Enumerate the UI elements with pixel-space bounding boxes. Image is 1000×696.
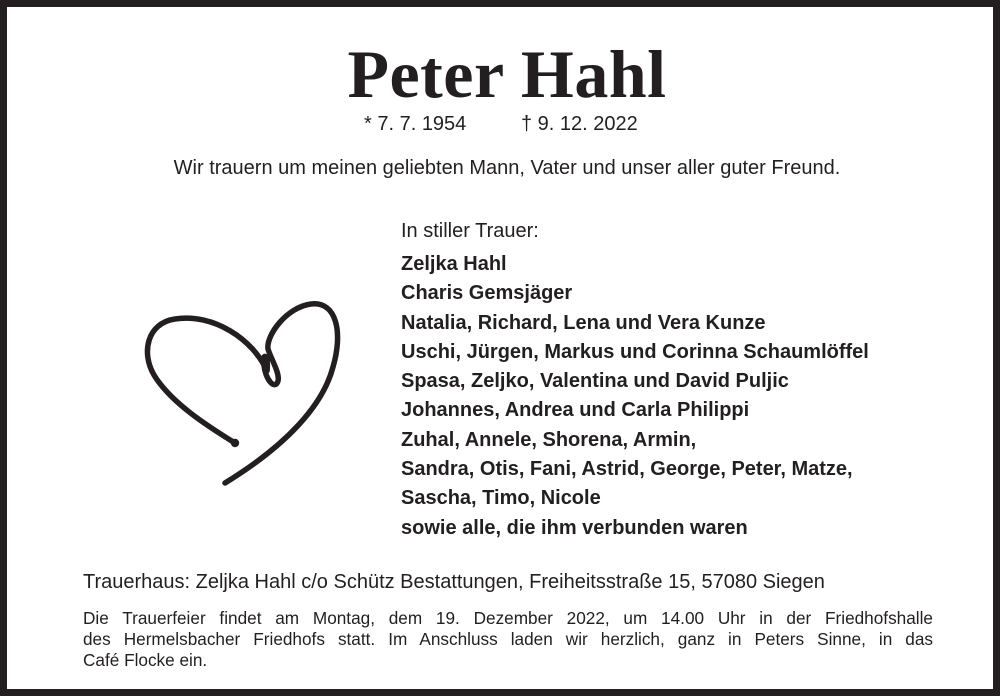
ceremony-line: Café Flocke ein. xyxy=(83,650,208,670)
mourner-line: Natalia, Richard, Lena und Vera Kunze xyxy=(401,311,766,334)
hand-drawn-heart-icon xyxy=(137,295,357,495)
mourner-line: Zeljka Hahl xyxy=(401,253,507,275)
mourner-line: Charis Gemsjäger xyxy=(401,282,573,305)
mourner-line: Sascha, Timo, Nicole xyxy=(401,487,601,510)
ceremony-line: Die Trauerfeier findet am Montag, dem 19. Dezember 2022, um 14.00 Uhr in der Friedhofshalle xyxy=(83,608,933,628)
death-date: † 9. 12. 2022 xyxy=(521,113,638,135)
mourner-line: sowie alle, die ihm verbunden waren xyxy=(401,516,748,539)
mourner-line: Johannes, Andrea und Carla Philippi xyxy=(401,399,750,422)
ceremony-info xyxy=(83,608,933,671)
mourners-list xyxy=(401,250,869,543)
mourning-house-address: Trauerhaus: Zeljka Hahl c/o Schütz Bestattungen, Freiheitsstraße 15, 57080 Siegen xyxy=(83,571,825,593)
deceased-name: Peter Hahl xyxy=(347,36,667,112)
birth-date: * 7. 7. 1954 xyxy=(364,113,467,135)
mourner-line: Uschi, Jürgen, Markus und Corinna Schaumlöffel xyxy=(401,340,869,363)
mourner-line: Zuhal, Annele, Shorena, Armin, xyxy=(401,428,697,451)
ceremony-line: des Hermelsbacher Friedhofs statt. Im Anschluss laden wir herzlich, ganz in Peters Sinne, in das xyxy=(83,629,933,649)
mourner-line: Sandra, Otis, Fani, Astrid, George, Peter, Matze, xyxy=(401,458,853,481)
intro-text: Wir trauern um meinen geliebten Mann, Vater und unser aller guter Freund. xyxy=(173,157,841,179)
mourners-label: In stiller Trauer: xyxy=(401,220,539,242)
mourner-line: Spasa, Zeljko, Valentina und David Puljic xyxy=(401,370,789,393)
mourners-block xyxy=(401,220,869,543)
